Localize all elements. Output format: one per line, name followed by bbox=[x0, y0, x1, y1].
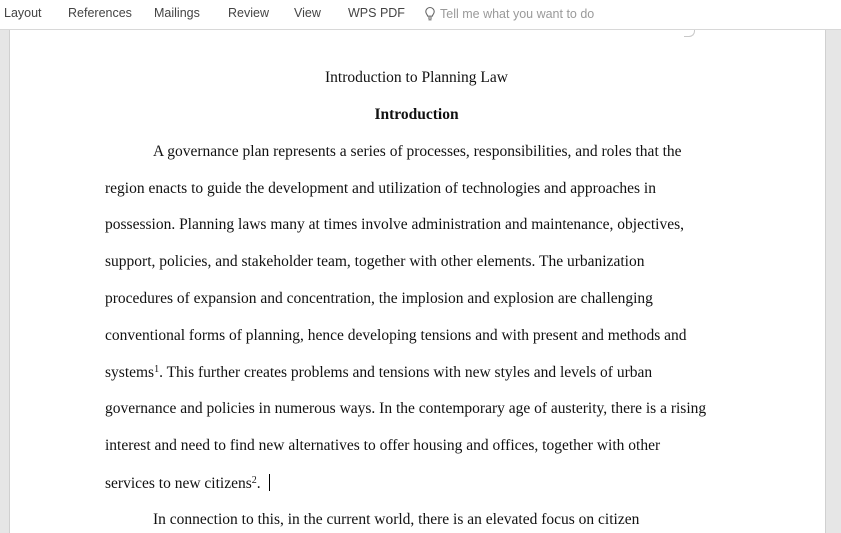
paragraph-line: A governance plan represents a series of processes, responsibilities, and roles that the bbox=[153, 143, 682, 160]
paragraph-text: . bbox=[256, 475, 261, 492]
tell-me-placeholder: Tell me what you want to do bbox=[440, 7, 595, 21]
paragraph-line: possession. Planning laws many at times involve administration and maintenance, objectives, bbox=[105, 216, 684, 233]
paragraph-line bbox=[105, 364, 652, 382]
document-page[interactable] bbox=[10, 30, 825, 533]
tab-mailings[interactable]: Mailings bbox=[154, 6, 200, 20]
paragraph-line: governance and policies in numerous ways. In the contemporary age of austerity, there is a rising bbox=[105, 400, 707, 417]
section-heading: Introduction bbox=[374, 106, 459, 123]
footnote-reference[interactable]: 2 bbox=[251, 475, 257, 486]
paragraph-text: . This further creates problems and tensions with new styles and levels of urban bbox=[159, 364, 653, 381]
lightbulb-icon bbox=[424, 6, 436, 22]
tab-view[interactable]: View bbox=[294, 6, 321, 20]
paragraph-text: services to new citizens bbox=[105, 475, 252, 492]
paragraph-line: region enacts to guide the development and utilization of technologies and approaches in bbox=[105, 180, 656, 197]
document-title: Introduction to Planning Law bbox=[325, 69, 508, 86]
text-cursor bbox=[269, 474, 270, 491]
ribbon-tab-bar bbox=[0, 0, 841, 30]
tab-review[interactable]: Review bbox=[228, 6, 269, 20]
paragraph-line: support, policies, and stakeholder team, together with other elements. The urbanization bbox=[105, 253, 645, 270]
tell-me-search[interactable] bbox=[424, 5, 594, 23]
paragraph-line: procedures of expansion and concentration, the implosion and explosion are challenging bbox=[105, 290, 653, 307]
paragraph-line: conventional forms of planning, hence developing tensions and with present and methods and bbox=[105, 327, 687, 344]
tab-references[interactable]: References bbox=[68, 6, 132, 20]
paragraph-line: In connection to this, in the current world, there is an elevated focus on citizen bbox=[153, 511, 640, 528]
paragraph-text: systems bbox=[105, 364, 155, 381]
header-corner-mark bbox=[684, 30, 695, 37]
tab-layout[interactable]: Layout bbox=[4, 6, 42, 20]
tab-wps-pdf[interactable]: WPS PDF bbox=[348, 6, 405, 20]
document-area[interactable] bbox=[0, 30, 841, 533]
footnote-reference[interactable]: 1 bbox=[154, 364, 160, 375]
paragraph-line bbox=[105, 474, 270, 493]
paragraph-line: interest and need to find new alternatives to offer housing and offices, together with other bbox=[105, 437, 661, 454]
